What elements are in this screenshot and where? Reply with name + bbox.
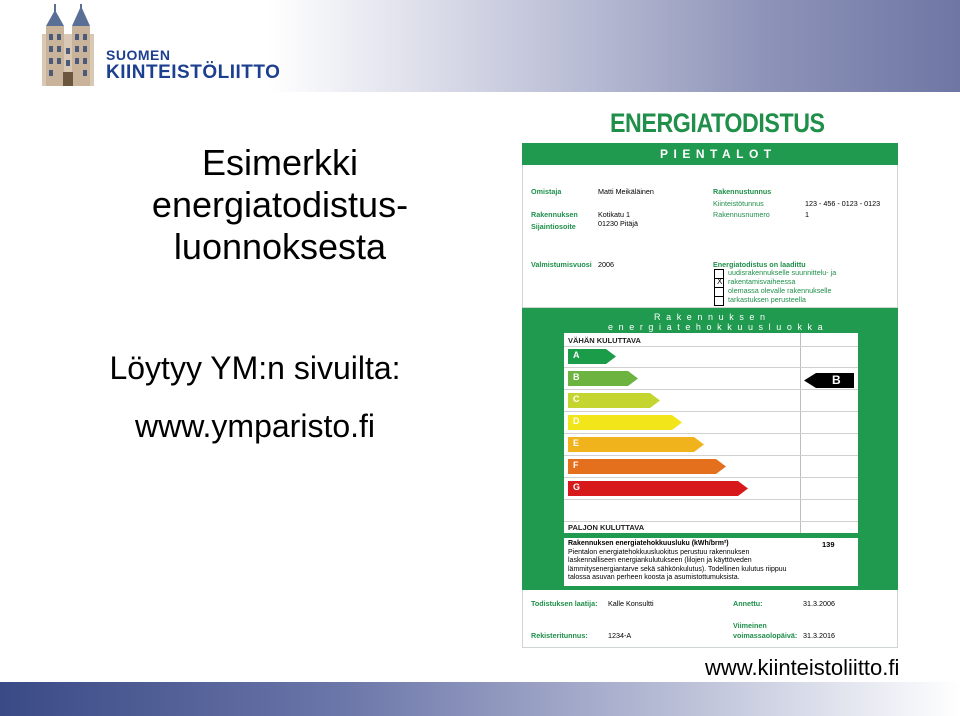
register-label: Rekisteritunnus: [531,631,588,640]
energy-class-bar-b [568,371,638,386]
energy-class-bar-f [568,459,726,474]
building-number-value: 1 [805,210,809,219]
property-id-value: 123 - 456 - 0123 - 0123 [805,199,881,208]
energy-index-text: Pientalon energiatehokkuusluokitus perustuu rakennuksen laskennalliseen energiankulutukseen (lilojen ja käyttöveden lämmitysenergiantarve sekä sähkönkulutus). Todellinen kulutus riippuu talossa asuvan perheen koosta ja asumistottumuksista. [568,549,787,582]
completion-year-label: Valmistumisvuosi [531,260,592,269]
address-label-1: Rakennuksen [531,210,578,219]
energy-class-letter: B [573,372,580,382]
address-value-1: Kotikatu 1 [598,210,630,219]
issued-value: 31.3.2006 [803,599,835,608]
valid-label-2: voimassaolopäivä: [733,631,798,640]
valid-label-1: Viimeinen [733,621,767,630]
building-id-label: Rakennustunnus [713,187,772,196]
owner-label: Omistaja [531,187,562,196]
issuer-value: Kalle Konsultti [608,599,654,608]
energy-class-bar-g [568,481,748,496]
building-icon [36,4,100,88]
scale-gridline [564,367,858,368]
issuer-info-panel [522,590,898,648]
energy-index-value: 139 [822,540,835,549]
energy-class-bar-e [568,437,704,452]
footer-gradient-band [0,682,960,716]
pointer-arrow-icon [804,373,854,388]
option-2b-checkbox [714,296,724,306]
footer-url: www.kiinteistoliitto.fi [705,655,900,680]
title-line-1: Esimerkki [201,142,358,183]
building-number-label: Rakennusnumero [713,210,770,219]
register-value: 1234-A [608,631,632,640]
scale-top-label: VÄHÄN KULUTTAVA [568,336,641,345]
scale-gridline [564,346,858,347]
scale-bottom-label: PALJON KULUTTAVA [568,523,645,532]
title-line-2: energiatodistus- [151,184,409,225]
logo [106,48,280,82]
property-id-label: Kiinteistötunnus [713,199,764,208]
title-line-3: luonnoksesta [173,226,387,267]
scale-gridline [564,411,858,412]
source-text: Löytyy YM:n sivuilta: [109,350,401,386]
scale-gridline [564,455,858,456]
energy-class-letter: G [573,482,581,492]
energy-class-bar-d [568,415,682,430]
source-url: www.ymparisto.fi [134,408,376,444]
energy-class-letter: D [573,416,580,426]
address-label-2: Sijaintiosoite [531,222,576,231]
scale-gridline [564,477,858,478]
energy-class-letter: C [573,394,580,404]
energy-class-title-2: energiatehokkuusluokka [608,322,829,332]
energy-index-box [564,538,858,586]
certificate-title: ENERGIATODISTUS [610,108,825,138]
logo-line-1: SUOMEN [106,47,171,63]
option-2-text-2: tarkastuksen perusteella [728,295,806,304]
certificate-subtitle-band [522,143,898,165]
energy-index-title: Rakennuksen energiatehokkuusluku (kWh/brm²) [568,540,729,547]
energy-class-title-1: Rakennuksen [654,312,771,322]
energy-class-letter: A [573,350,580,360]
address-value-2: 01230 Pitäjä [598,219,638,228]
valid-value: 31.3.2016 [803,631,835,640]
energy-certificate [520,100,898,648]
rated-class-pointer [804,373,854,388]
energy-class-scale [564,333,858,533]
scale-gridline [564,433,858,434]
owner-value: Matti Meikäläinen [598,187,654,196]
option-1-text-1: uudisrakennukselle suunnittelu- ja [728,268,837,277]
energy-class-letter: E [573,438,580,448]
option-2-text-1: olemassa olevalle rakennukselle [728,286,832,295]
rated-class-letter: B [832,373,841,387]
scale-gridline [564,499,858,500]
energy-class-panel [522,308,898,590]
option-1-text-2: rakentamisvaiheessa [728,277,796,286]
completion-year-value: 2006 [598,260,614,269]
issued-label: Annettu: [733,599,763,608]
energy-class-bar-c [568,393,660,408]
certificate-subtitle: PIENTALOT [660,147,777,161]
energy-class-bar-a [568,349,616,364]
building-info-panel [522,165,898,308]
logo-line-2: KIINTEISTÖLIITTO [106,62,281,83]
prepared-for-label: Energiatodistus on laadittu [713,260,806,269]
scale-gridline [564,389,858,390]
scale-gridline [564,521,858,522]
energy-class-letter: F [573,460,579,470]
slide-title [70,142,490,268]
option-1-mark: X [717,277,723,286]
issuer-label: Todistuksen laatija: [531,599,598,608]
